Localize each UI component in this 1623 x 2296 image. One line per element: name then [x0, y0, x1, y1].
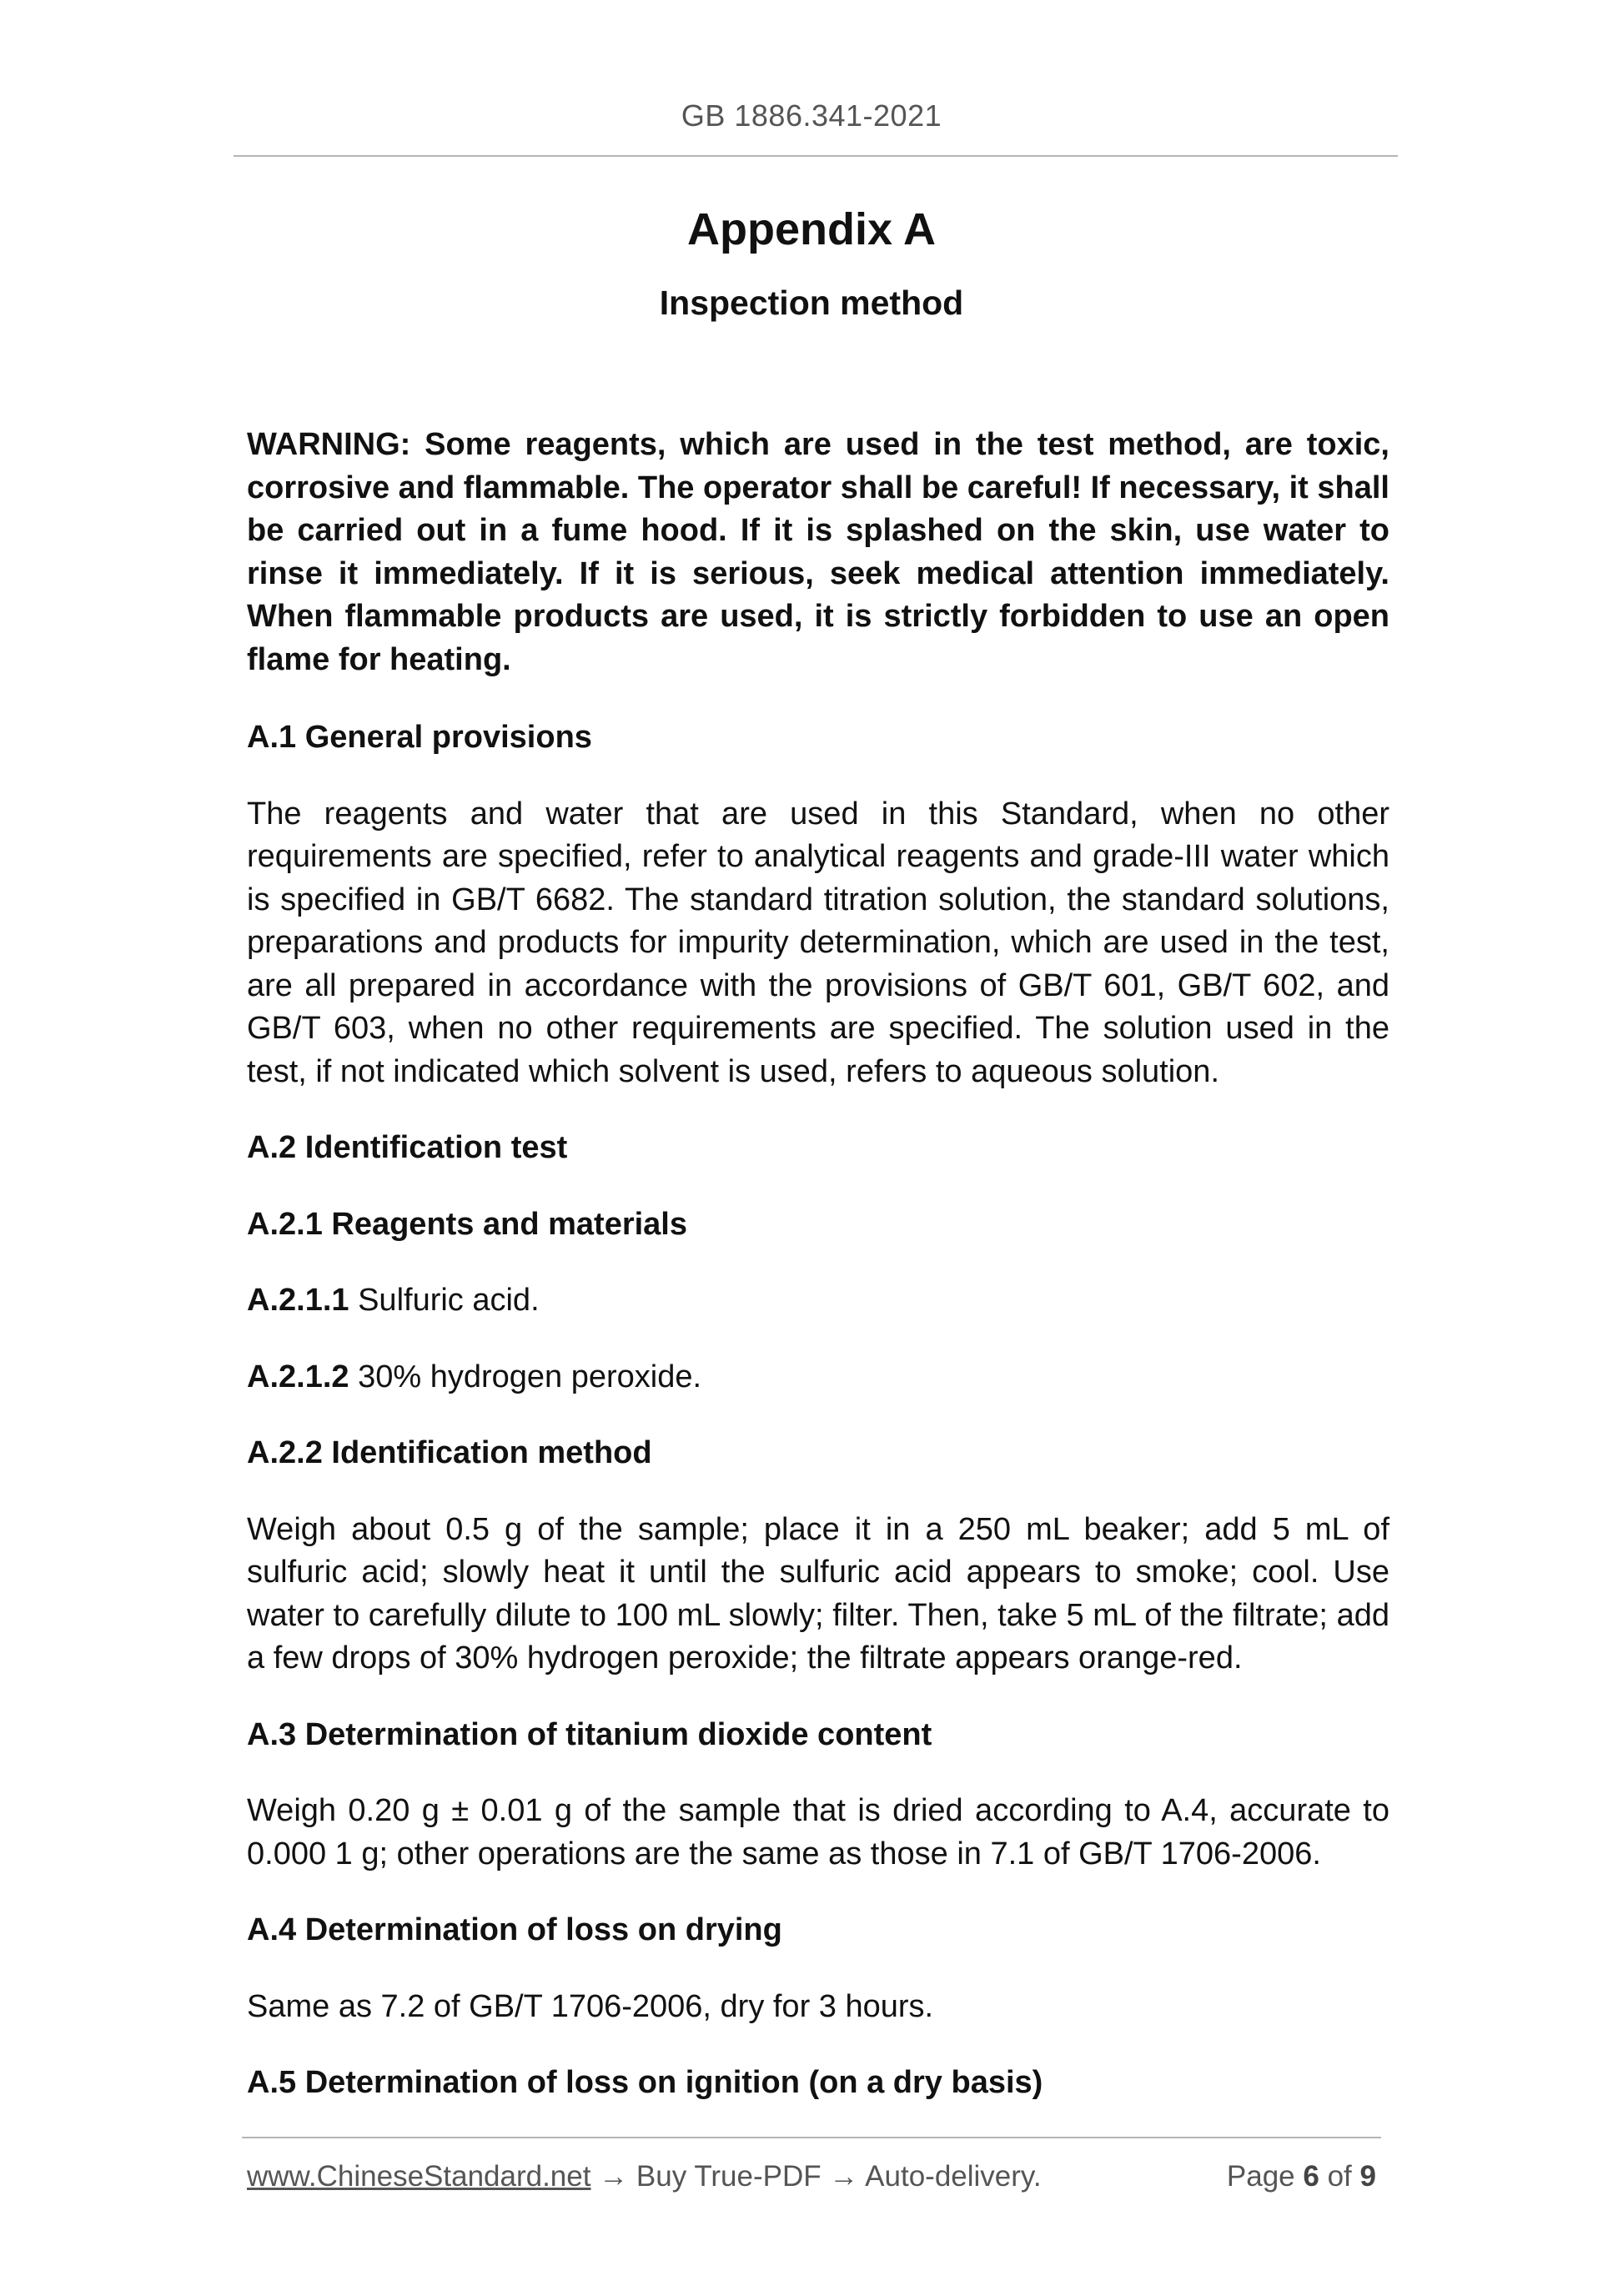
clause-a212: [247, 1356, 1389, 1399]
section-heading-a21: A.2.1 Reagents and materials: [247, 1206, 687, 1242]
section-heading-a3: A.3 Determination of titanium dioxide content: [247, 1716, 932, 1752]
warning-paragraph: WARNING: Some reagents, which are used in the test method, are toxic, corrosive and flammable. The operator shall be careful! If necessary, it shall be carried out in a fume hood. If it is splashed on the skin, use water to rinse it immediately. If it is serious, seek medical attention immediately. When flammable products are used, it is strictly forbidden to use an open flame for heating.: [247, 427, 1389, 677]
section-heading-a22: A.2.2 Identification method: [247, 1435, 652, 1470]
page-label: Page: [1226, 2160, 1295, 2193]
section-body-a3: Weigh 0.20 g ± 0.01 g of the sample that is dried according to A.4, accurate to 0.000 1 g; other operations are the same as those in 7.1 of GB/T 1706-2006.: [247, 1793, 1389, 1871]
section-heading-a5: A.5 Determination of loss on ignition (on a dry basis): [247, 2065, 1043, 2100]
page-current: 6: [1303, 2160, 1319, 2193]
footer-tagline: → Buy True-PDF → Auto-delivery.: [590, 2160, 1042, 2193]
section-body-a1: The reagents and water that are used in this Standard, when no other requirements are specified, refer to analytical reagents and grade-III water which is specified in GB/T 6682. The standard titration solution, the standard solutions, preparations and products for impurity determination, which are used in the test, are all prepared in accordance with the provisions of GB/T 601, GB/T 602, and GB/T 603, when no other requirements are specified. The solution used in the test, if not indicated which solvent is used, refers to aqueous solution.: [247, 796, 1389, 1089]
clause-number-a212: A.2.1.2: [247, 1359, 349, 1394]
clause-text-a211: Sulfuric acid.: [349, 1283, 540, 1318]
section-heading-a1: A.1 General provisions: [247, 720, 592, 755]
appendix-subtitle: Inspection method: [659, 284, 964, 322]
clause-number-a211: A.2.1.1: [247, 1283, 349, 1318]
section-body-a22: Weigh about 0.5 g of the sample; place it in a 250 mL beaker; add 5 mL of sulfuric acid; slowly heat it until the sulfuric acid appears to smoke; cool. Use water to carefully dilute to 100 mL slowly; filter. Then, take 5 mL of the filtrate; add a few drops of 30% hydrogen peroxide; the filtrate appears orange-red.: [247, 1511, 1389, 1676]
header-divider: [234, 155, 1398, 157]
website-link[interactable]: www.ChineseStandard.net: [247, 2160, 591, 2193]
section-heading-a4: A.4 Determination of loss on drying: [247, 1912, 782, 1947]
appendix-title: Appendix A: [686, 204, 936, 254]
section-body-a4: Same as 7.2 of GB/T 1706-2006, dry for 3 hours.: [247, 1988, 934, 2024]
page-indicator: [1227, 2160, 1376, 2193]
document-code: GB 1886.341-2021: [681, 98, 942, 133]
page-footer: [247, 2160, 1376, 2193]
section-heading-a2: A.2 Identification test: [247, 1130, 568, 1165]
document-body: [247, 424, 1389, 2138]
page-of-label: of: [1327, 2160, 1352, 2193]
clause-a211: [247, 1279, 1389, 1323]
footer-divider: [242, 2137, 1381, 2138]
page-total: 9: [1359, 2160, 1376, 2193]
clause-text-a212: 30% hydrogen peroxide.: [349, 1359, 702, 1394]
